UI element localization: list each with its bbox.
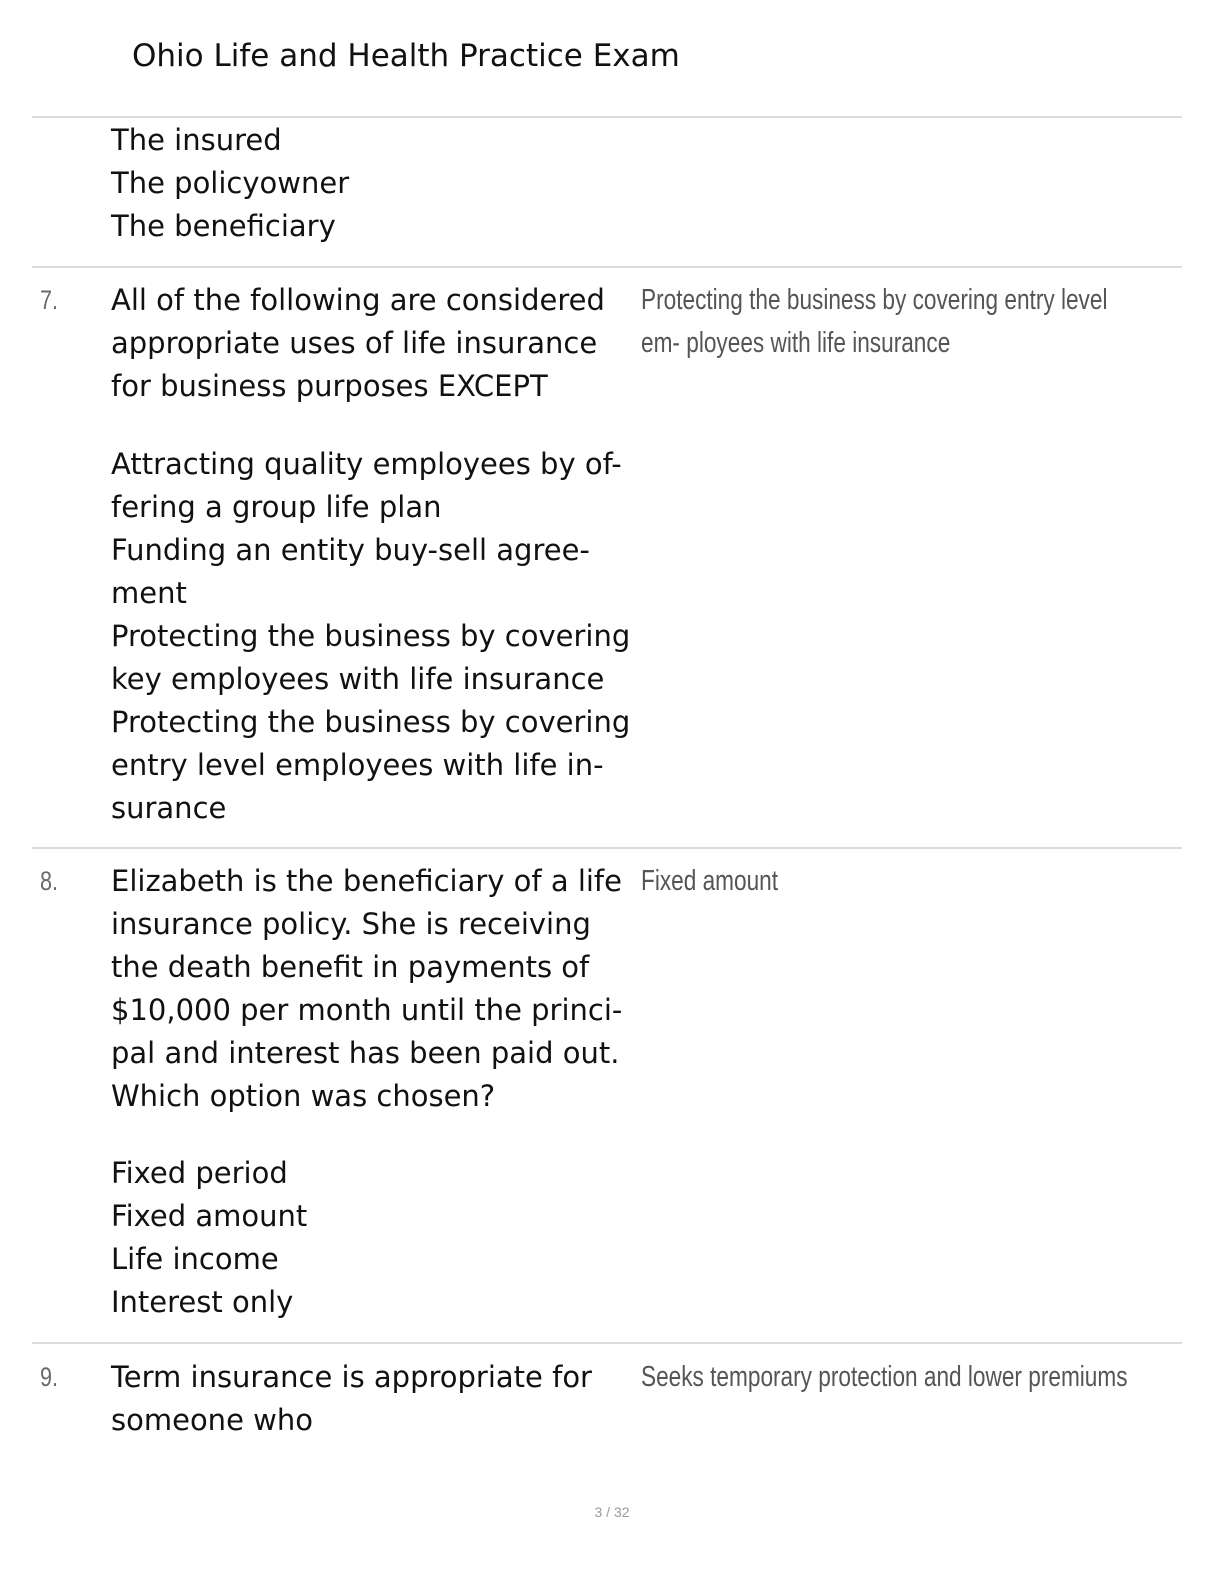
divider xyxy=(32,1342,1182,1344)
choice-list xyxy=(111,119,636,248)
question-number: 7. xyxy=(40,285,59,315)
divider xyxy=(32,116,1182,118)
question-number: 9. xyxy=(40,1362,59,1392)
choice-item: The beneficiary xyxy=(111,209,336,243)
divider xyxy=(32,847,1182,849)
page-indicator: 3 / 32 xyxy=(594,1504,630,1520)
choice-item: Interest only xyxy=(111,1285,294,1319)
document-title: Ohio Life and Health Practice Exam xyxy=(132,38,680,74)
divider xyxy=(32,266,1182,268)
choice-item: Protecting the business by covering key employees with life insurance xyxy=(111,619,631,696)
choice-item: Protecting the business by covering entry level employees with life in- surance xyxy=(111,705,631,825)
choice-item: Attracting quality employees by of- fering a group life plan xyxy=(111,447,622,524)
choice-item: Life income xyxy=(111,1242,279,1276)
choice-list xyxy=(111,443,636,830)
choice-item: Fixed period xyxy=(111,1156,288,1190)
choice-item: Funding an entity buy-sell agree- ment xyxy=(111,533,590,610)
choice-item: The policyowner xyxy=(111,166,350,200)
question-text: Elizabeth is the beneficiary of a life insurance policy. She is receiving the death benefit in payments of $10,000 per month until the princi- pal and interest has been paid out. Which option was chosen? xyxy=(111,864,623,1113)
choice-item: Fixed amount xyxy=(111,1199,308,1233)
choice-list xyxy=(111,1152,636,1324)
choice-item: The insured xyxy=(111,123,282,157)
answer-text: Seeks temporary protection and lower premiums xyxy=(641,1361,1128,1393)
answer-text: Protecting the business by covering entry level em- ployees with life insurance xyxy=(641,284,1108,359)
question-number: 8. xyxy=(40,866,59,896)
question-text: Term insurance is appropriate for someone who xyxy=(111,1360,592,1437)
question-text: All of the following are considered appropriate uses of life insurance for business purposes EXCEPT xyxy=(111,283,605,403)
answer-text: Fixed amount xyxy=(641,865,779,897)
